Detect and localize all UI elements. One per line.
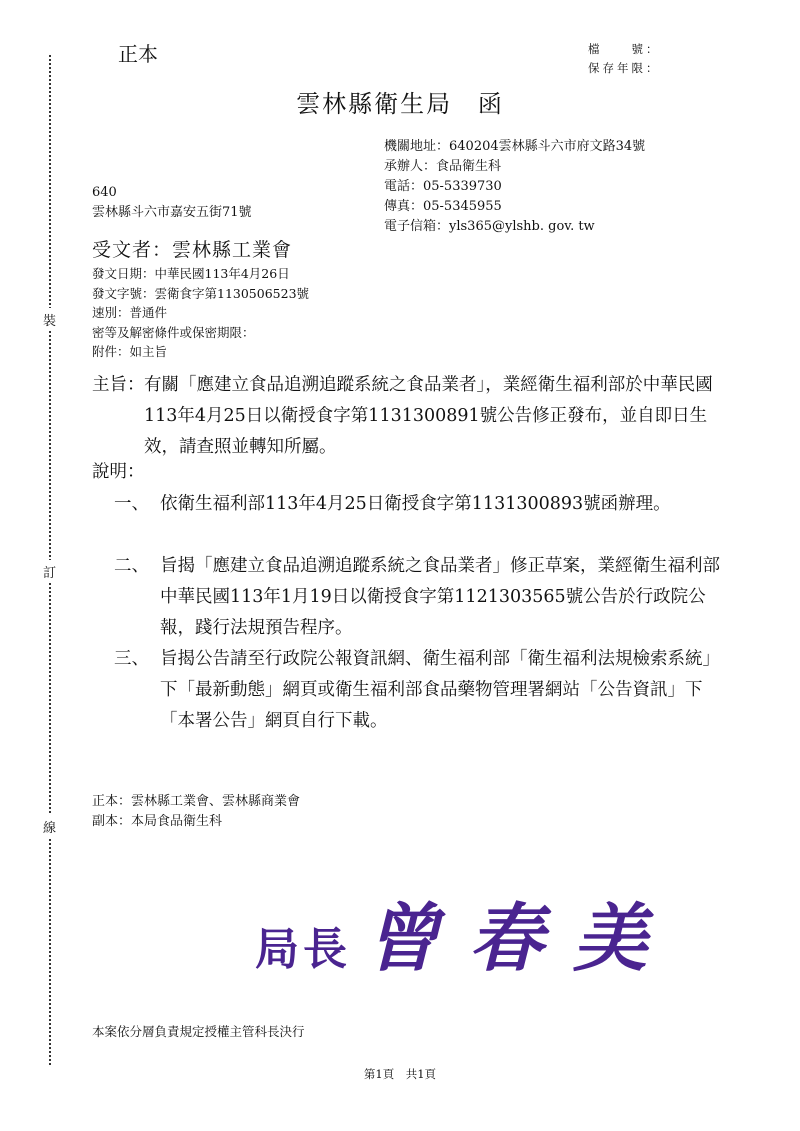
original-recipients: 正本：雲林縣工業會、雲林縣商業會: [92, 794, 301, 809]
file-number-label: 檔 號：: [588, 42, 661, 56]
document-meta: [92, 264, 309, 362]
phone: 電話：05-5339730: [384, 179, 502, 194]
page-number: 第1頁 共1頁: [363, 1067, 437, 1081]
secrecy-level: 密等及解密條件或保密期限：: [92, 324, 255, 340]
binding-mark-staple: 訂: [43, 560, 56, 583]
binding-mark-line: 線: [43, 815, 56, 838]
copy-label: 正本: [118, 42, 158, 66]
subject-text: 有關「應建立食品追溯追蹤系統之食品業者」，業經衛生福利部於中華民國113年4月25日以衛授食字第1131300891號公告修正發布，並自即日生效，請查照並轉知所屬。: [144, 375, 713, 457]
attachment: 附件：如主旨: [92, 344, 168, 359]
postcode: 640: [92, 185, 117, 200]
agency-address: 機關地址：640204雲林縣斗六市府文路34號: [384, 139, 646, 154]
agency-name: 雲林縣衛生局: [296, 90, 453, 118]
retention-label: 保存年限：: [588, 61, 661, 75]
item-text: 依衛生福利部113年4月25日衛授食字第1131300893號函辦理。: [160, 494, 671, 514]
item-text: 旨揭「應建立食品追溯追蹤系統之食品業者」修正草案，業經衛生福利部中華民國113年1月19日以衛授食字第1121303565號公告於行政院公報，踐行法規預告程序。: [160, 556, 720, 638]
file-meta: [588, 40, 661, 78]
binding-mark-bind: 裝: [43, 308, 56, 331]
signature-title: 局長: [255, 924, 351, 975]
email: 電子信箱：yls365@ylshb. gov. tw: [384, 219, 595, 234]
street-address: 雲林縣斗六市嘉安五街71號: [92, 205, 252, 220]
fax: 傳真：05-5345955: [384, 199, 502, 214]
delegation-note: 本案依分層負責規定授權主管科長決行: [92, 1024, 305, 1039]
subject-label: 主旨：: [92, 375, 145, 395]
contact-block: [384, 137, 645, 237]
recipient-address: [92, 183, 252, 223]
delivery-speed: 速別：普通件: [92, 305, 168, 320]
signature-name: 曾春美: [365, 896, 677, 982]
explanation-label: 說明：: [92, 462, 145, 482]
item-text: 旨揭公告請至行政院公報資訊網、衛生福利部「衛生福利法規檢索系統」下「最新動態」網頁或衛生福利部食品藥物管理署網站「公告資訊」下「本署公告」網頁自行下載。: [160, 649, 720, 731]
issue-date: 發文日期：中華民國113年4月26日: [92, 266, 290, 281]
signature-stamp: [255, 880, 677, 986]
item-number: 二、: [114, 556, 149, 576]
handler: 承辦人：食品衛生科: [384, 159, 502, 174]
page-title: [0, 84, 800, 119]
document-type: 函: [477, 90, 504, 118]
distribution: [92, 792, 300, 832]
item-number: 一、: [114, 494, 149, 514]
issue-number: 發文字號：雲衛食字第1130506523號: [92, 285, 310, 301]
recipient: 受文者：雲林縣工業會: [92, 239, 293, 261]
item-number: 三、: [114, 649, 149, 669]
copy-recipients: 副本：本局食品衛生科: [92, 814, 223, 829]
